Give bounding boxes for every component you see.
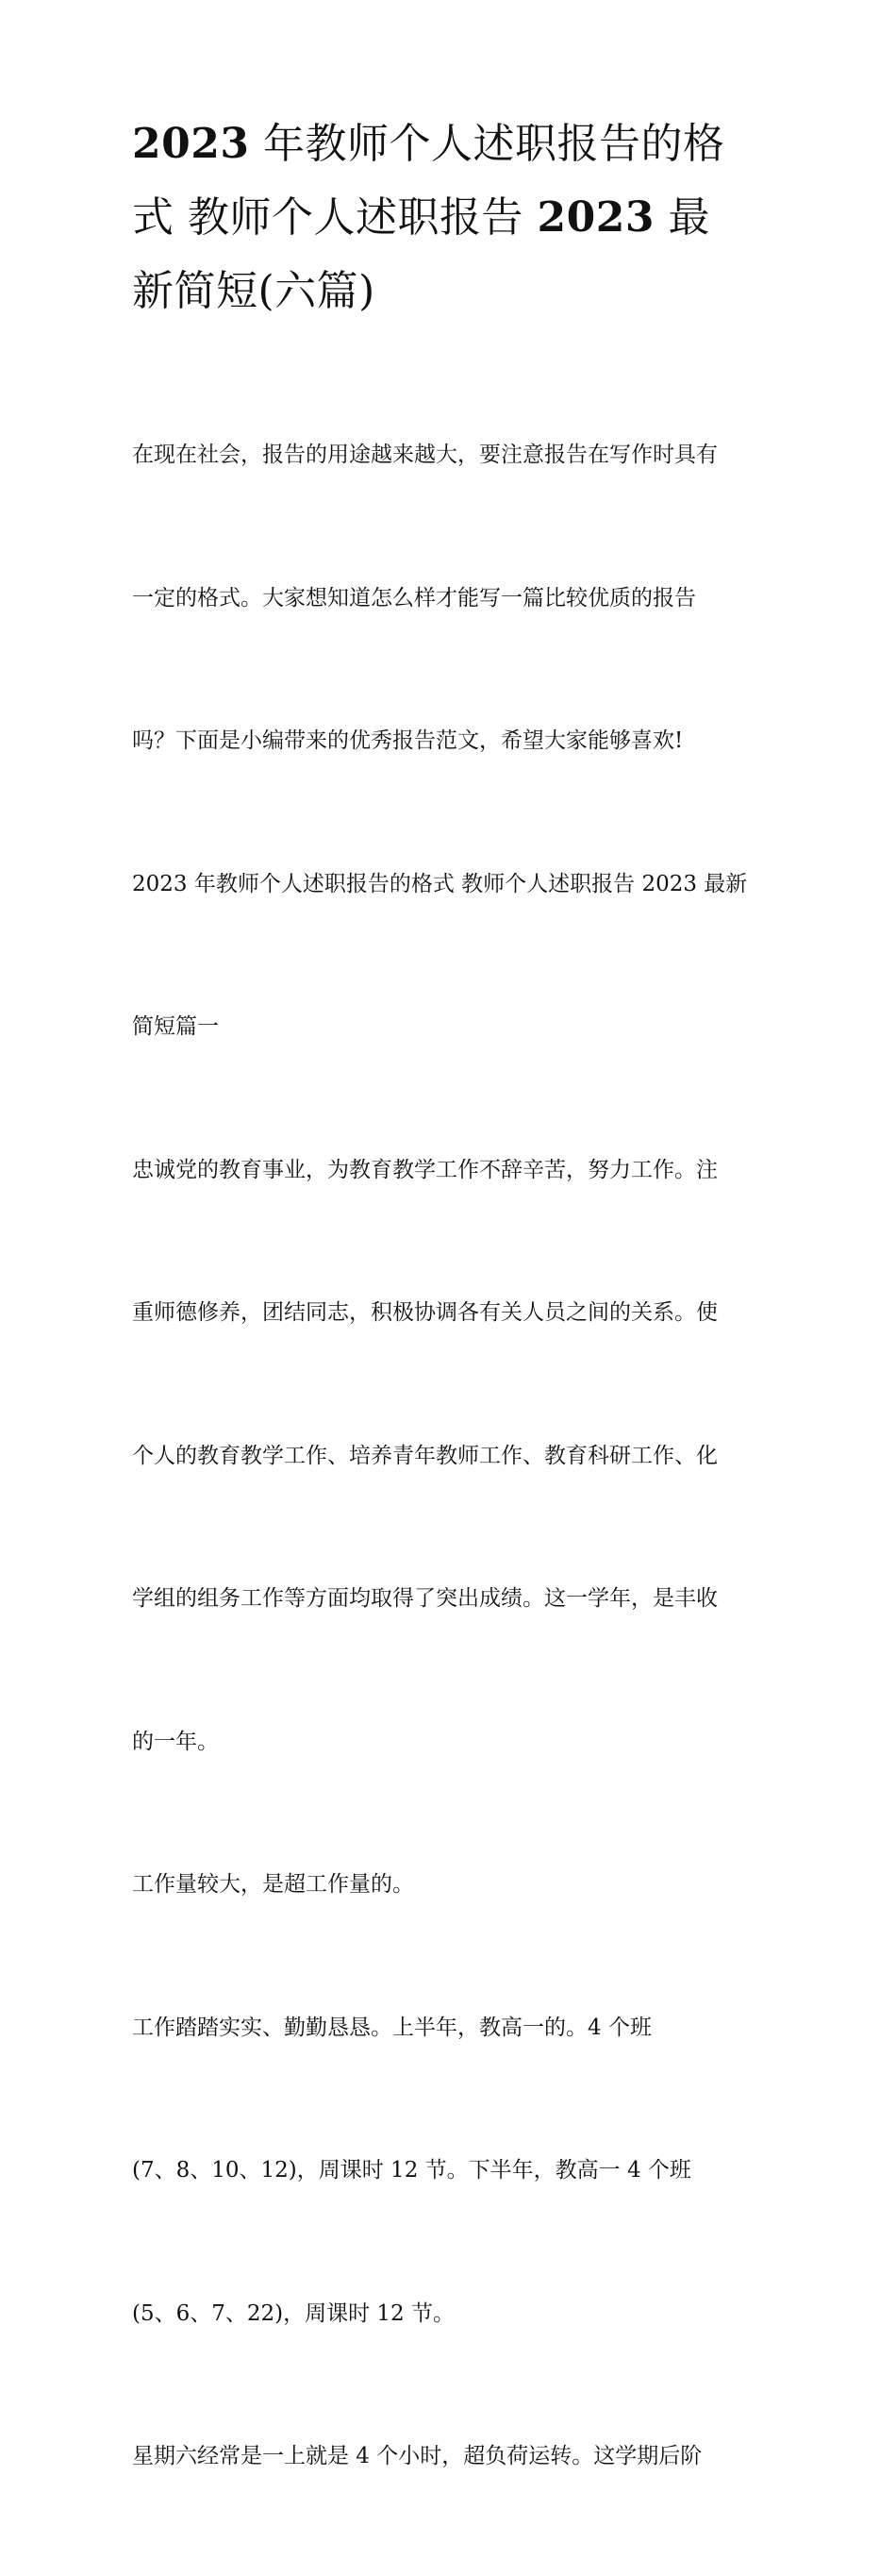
document-body [132, 336, 773, 2576]
section-heading-line: 2023 年教师个人述职报告的格式 教师个人述职报告 2023 最新 [132, 871, 748, 896]
body-line: 一定的格式。大家想知道怎么样才能写一篇比较优质的报告 [132, 585, 696, 611]
document-title [132, 108, 773, 328]
body-line: 重师德修养，团结同志，积极协调各有关人员之间的关系。使 [132, 1300, 718, 1325]
body-line: 的一年。 [132, 1729, 219, 1754]
body-line: 个人的教育教学工作、培养青年教师工作、教育科研工作、化 [132, 1443, 718, 1468]
body-line: 吗？下面是小编带来的优秀报告范文，希望大家能够喜欢! [132, 728, 684, 753]
document-page [132, 108, 773, 2576]
body-line: 学组的组务工作等方面均取得了突出成绩。这一学年，是丰收 [132, 1586, 718, 1611]
section-heading-line: 简短篇一 [132, 1014, 219, 1039]
body-line: 星期六经常是一上就是 4 个小时，超负荷运转。这学期后阶 [132, 2444, 703, 2468]
body-line: (7、8、10、12)，周课时 12 节。下半年，教高一 4 个班 [132, 2158, 691, 2183]
body-line: 工作踏踏实实、勤勤恳恳。上半年，教高一的。4 个班 [132, 2015, 652, 2040]
title-line: 式 教师个人述职报告 2023 最 [132, 193, 710, 242]
body-line: 忠诚党的教育事业，为教育教学工作不辞辛苦，努力工作。注 [132, 1157, 718, 1182]
title-line: 新简短(六篇) [132, 267, 375, 315]
body-line: 工作量较大，是超工作量的。 [132, 1872, 414, 1897]
title-line: 2023 年教师个人述职报告的格 [132, 120, 725, 168]
body-line: 在现在社会，报告的用途越来越大，要注意报告在写作时具有 [132, 443, 718, 467]
body-line: (5、6、7、22)，周课时 12 节。 [132, 2300, 456, 2326]
